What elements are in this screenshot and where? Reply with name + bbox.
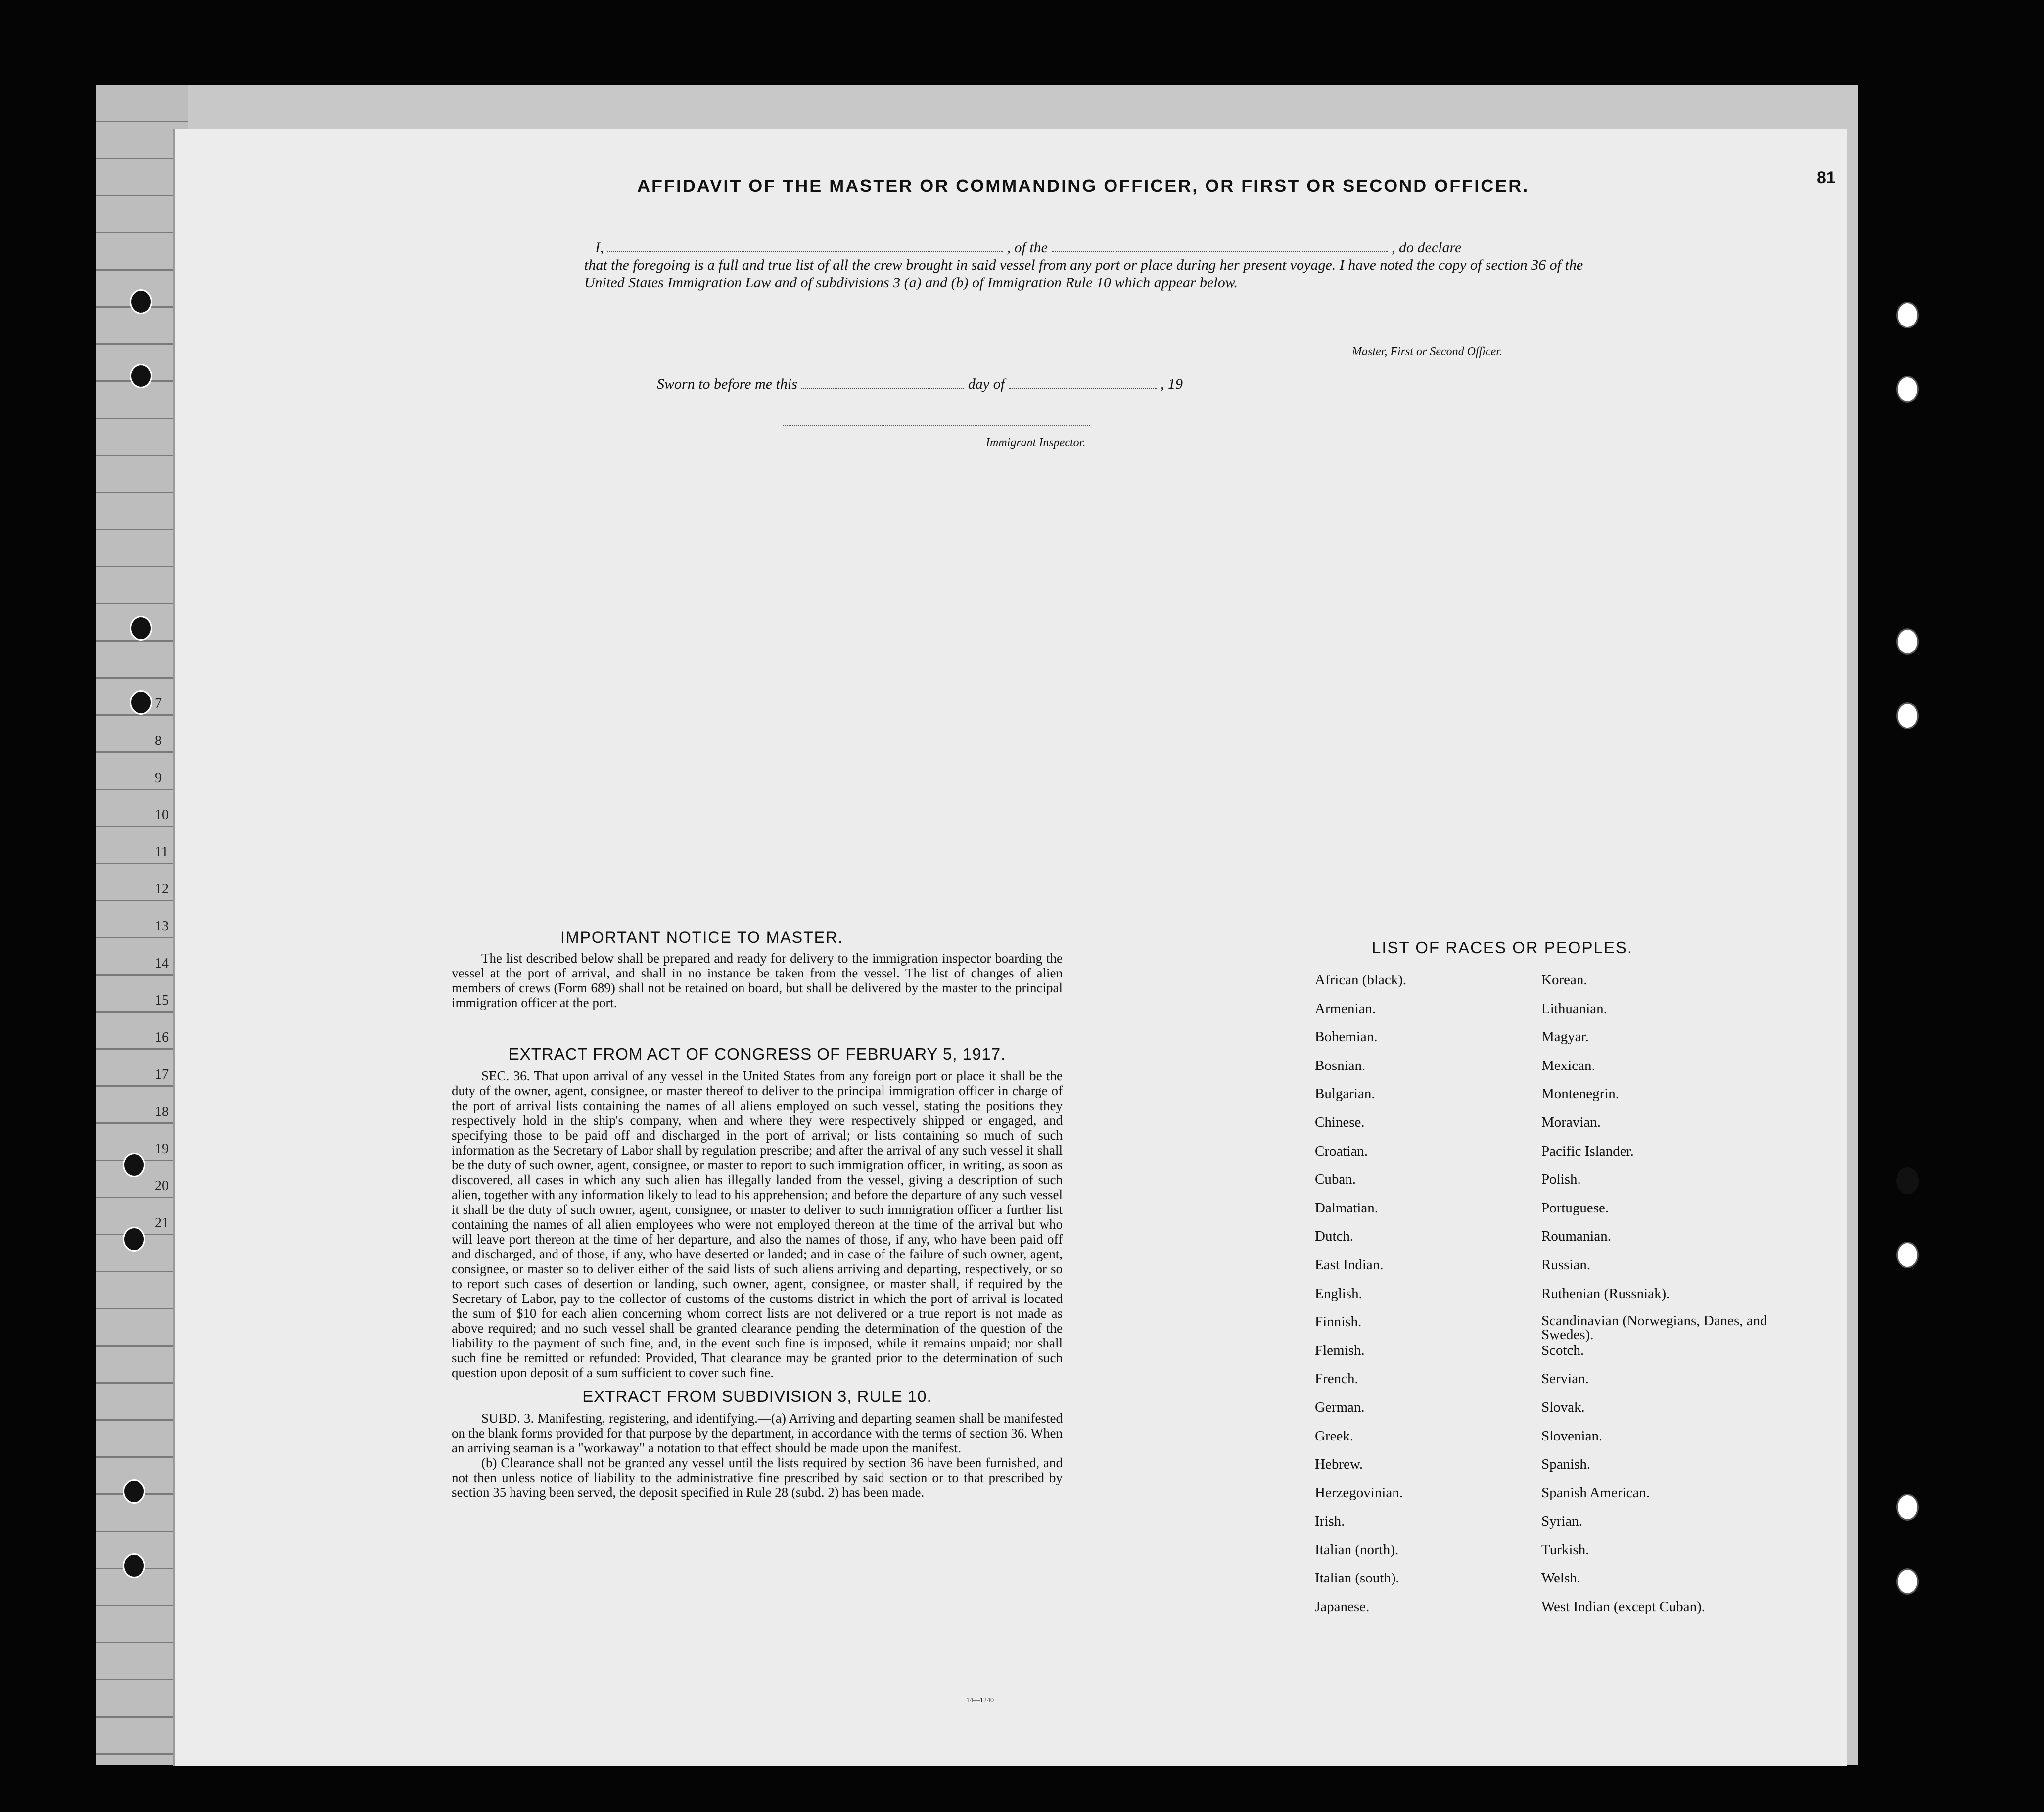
sworn-prefix: Sworn to before me this — [657, 376, 797, 392]
race-item: Herzegovinian. — [1315, 1485, 1403, 1501]
line-number: 16 — [155, 1030, 169, 1045]
punch-hole — [130, 289, 152, 314]
affidavit-paragraph: that the foregoing is a full and true list of all the crew brought in said vessel from any port or place during her present voyage. I have noted the copy of section 36 of the United States Immigration Law and of subdivisions 3 (a) and (b) of Immigration Rule 10 which appear below. — [584, 257, 1583, 291]
race-item: Slovak. — [1541, 1399, 1585, 1415]
line-number: 9 — [155, 770, 162, 786]
manifest-page — [173, 129, 1847, 1766]
line-number: 8 — [155, 733, 162, 748]
race-item: Syrian. — [1541, 1513, 1582, 1530]
race-item: Dutch. — [1315, 1228, 1354, 1245]
punch-hole — [1896, 1167, 1919, 1194]
line-number: 14 — [155, 956, 169, 971]
race-item: Welsh. — [1541, 1570, 1581, 1586]
race-item: Spanish American. — [1541, 1485, 1650, 1501]
punch-hole — [130, 364, 152, 388]
race-item: Bosnian. — [1315, 1057, 1366, 1073]
race-item: Lithuanian. — [1541, 1000, 1607, 1017]
signature-label: Master, First or Second Officer. — [1352, 345, 1502, 358]
race-item: Roumanian. — [1541, 1228, 1611, 1245]
punch-hole — [1896, 1568, 1919, 1595]
race-item: French. — [1315, 1371, 1358, 1387]
race-item: Moravian. — [1541, 1114, 1601, 1130]
race-item: Montenegrin. — [1541, 1086, 1620, 1102]
notice-body — [452, 951, 1063, 1010]
race-item: Spanish. — [1541, 1456, 1591, 1473]
race-item: Scotch. — [1541, 1342, 1584, 1358]
line-number: 19 — [155, 1141, 169, 1157]
line-number: 15 — [155, 993, 169, 1008]
affidavit-title: AFFIDAVIT OF THE MASTER OR COMMANDING OFFICER, OR FIRST OR SECOND OFFICER. — [637, 176, 1530, 196]
line-number: 12 — [155, 882, 169, 897]
punch-hole — [123, 1227, 145, 1252]
extract-section — [452, 1038, 1063, 1500]
race-item: Russian. — [1541, 1256, 1591, 1273]
race-item: Magyar. — [1541, 1029, 1589, 1045]
sworn-day-blank — [801, 376, 964, 389]
sworn-line — [657, 376, 1183, 393]
line-number: 7 — [155, 696, 162, 711]
punch-hole — [123, 1553, 145, 1578]
race-item: Chinese. — [1315, 1114, 1365, 1130]
punch-hole — [130, 616, 152, 641]
affidavit-declaration-line — [595, 238, 1609, 257]
inspector-label: Immigrant Inspector. — [986, 436, 1086, 449]
race-item: Turkish. — [1541, 1541, 1589, 1558]
sworn-year: , 19 — [1161, 376, 1183, 392]
race-item: African (black). — [1315, 972, 1407, 988]
master-name-blank — [607, 238, 1003, 252]
race-item: Irish. — [1315, 1513, 1345, 1530]
races-left-column — [1315, 972, 1406, 1627]
line-number: 17 — [155, 1067, 169, 1082]
race-item: Scandinavian (Norwegians, Danes, and Swedes). — [1541, 1313, 1767, 1343]
race-item: Portuguese. — [1541, 1200, 1609, 1216]
punch-hole — [1896, 702, 1919, 729]
race-item: Finnish. — [1315, 1314, 1362, 1330]
race-item: Armenian. — [1315, 1000, 1376, 1017]
punch-hole — [1896, 302, 1919, 328]
race-item: Bohemian. — [1315, 1029, 1378, 1045]
race-item: Servian. — [1541, 1371, 1589, 1387]
punch-hole — [1896, 1494, 1919, 1521]
page-number: 81 — [1817, 168, 1836, 187]
rule-extract-text-a: SUBD. 3. Manifesting, registering, and identifying.—(a) Arriving and departing seamen shall be manifested on the blank forms provided for that purpose by the department, in accordance with the terms of section 36. When an arriving seaman is a "workaway" a notation to that effect should be made upon the manifest. — [452, 1411, 1063, 1455]
race-item: Mexican. — [1541, 1057, 1595, 1073]
punch-hole — [130, 690, 152, 715]
race-item: Ruthenian (Russniak). — [1541, 1285, 1670, 1301]
race-item: Hebrew. — [1315, 1456, 1363, 1473]
act-extract-text: SEC. 36. That upon arrival of any vessel in the United States from any foreign port or place it shall be the duty of the owner, agent, consignee, or master thereof to deliver to the principal immigration officer in charge of the port of arrival lists containing the names of all aliens employed on such vessel, stating the positions they respectively hold in the ship's company, when and where they were respectively shipped or engaged, and specifying those to be paid off and discharged in the port of arrival; or lists containing so much of such information as the Secretary of Labor shall by regulation prescribe; and after the arrival of any such vessel it shall be the duty of such owner, agent, consignee, or master to report to such immigration officer, in writing, as soon as discovered, all cases in which any such alien has illegally landed from the vessel, giving a description of such alien, together with any information likely to lead to his apprehension; and before the departure of any such vessel it shall be the duty of such owner, agent, consignee, or master to deliver to such immigration officer a further list containing the names of all alien employees who were not employed thereon at the time of the arrival but who will leave port thereon at the time of her departure, and also the names of those, if any, who have been paid off and discharged, and of those, if any, who have deserted or landed; and in case of the failure of such owner, agent, consignee, or master so to deliver either of the said lists of such aliens arriving and departing, respectively, or so to report such cases of desertion or landing, such owner, agent, consignee, or master shall, if required by the Secretary of Labor, pay to the collector of customs of the customs district in which the port of arrival is located the sum of $10 for each alien concerning whom correct lists are not delivered or a true report is not made as above required; and no such vessel shall be granted clearance pending the determination of the question of the liability to the payment of such fine, and, in the event such fine is imposed, while it remains unpaid; nor shall such fine be remitted or refunded: Provided, That clearance may be granted prior to the determination of such question upon deposit of a sum sufficient to cover such fine. — [452, 1069, 1063, 1380]
races-title: LIST OF RACES OR PEOPLES. — [1372, 938, 1633, 957]
line-number: 18 — [155, 1104, 169, 1119]
inspector-signature-line — [783, 425, 1090, 426]
declaration-prefix: I, — [595, 239, 604, 256]
race-item: Cuban. — [1315, 1171, 1356, 1188]
race-item: Croatian. — [1315, 1143, 1368, 1159]
notice-text: The list described below shall be prepared and ready for delivery to the immigration inspector boarding the vessel at the port of arrival, and shall in no instance be taken from the vessel. The list of changes of alien members of crews (Form 689) shall not be retained on board, but shall be delivered by the master to the principal immigration officer at the port. — [452, 951, 1063, 1010]
punch-hole — [1896, 1242, 1919, 1268]
rule-extract-title: EXTRACT FROM SUBDIVISION 3, RULE 10. — [582, 1387, 932, 1405]
race-item: Korean. — [1541, 972, 1587, 988]
line-number: 13 — [155, 919, 169, 934]
line-number: 11 — [155, 844, 168, 860]
punch-hole — [123, 1479, 145, 1504]
race-item: Greek. — [1315, 1428, 1354, 1444]
race-item: Flemish. — [1315, 1342, 1365, 1358]
race-item: Japanese. — [1315, 1599, 1370, 1615]
form-number: 14—1240 — [966, 1697, 994, 1704]
race-item: Dalmatian. — [1315, 1200, 1379, 1216]
rule-extract-text-b: (b) Clearance shall not be granted any vessel until the lists required by section 36 have been furnished, and not then unless notice of liability to the administrative fine prescribed by said section or to that prescribed by section 35 having been served, the deposit specified in Rule 28 (subd. 2) has been made. — [452, 1455, 1063, 1500]
punch-hole — [123, 1153, 145, 1177]
vessel-name-blank — [1052, 238, 1388, 252]
races-right-column — [1541, 972, 1779, 1627]
line-number: 21 — [155, 1215, 169, 1231]
notice-title: IMPORTANT NOTICE TO MASTER. — [560, 929, 843, 946]
declaration-of: , of the — [1007, 239, 1048, 256]
race-item: Italian (north). — [1315, 1541, 1399, 1558]
race-item: Pacific Islander. — [1541, 1143, 1634, 1159]
declaration-suffix: , do declare — [1392, 239, 1462, 256]
race-item: West Indian (except Cuban). — [1541, 1599, 1706, 1615]
race-item: Bulgarian. — [1315, 1086, 1375, 1102]
race-item: Italian (south). — [1315, 1570, 1399, 1586]
race-item: English. — [1315, 1285, 1362, 1301]
sworn-day-of: day of — [968, 376, 1005, 392]
punch-hole — [1896, 376, 1919, 403]
race-item: Slovenian. — [1541, 1428, 1603, 1444]
line-number: 10 — [155, 807, 169, 823]
line-number: 20 — [155, 1178, 169, 1194]
race-item: Polish. — [1541, 1171, 1581, 1188]
race-item: East Indian. — [1315, 1256, 1384, 1273]
act-extract-title: EXTRACT FROM ACT OF CONGRESS OF FEBRUARY 5, 1917. — [508, 1045, 1006, 1063]
race-item: German. — [1315, 1399, 1365, 1415]
punch-hole — [1896, 628, 1919, 655]
sworn-month-blank — [1009, 376, 1157, 389]
